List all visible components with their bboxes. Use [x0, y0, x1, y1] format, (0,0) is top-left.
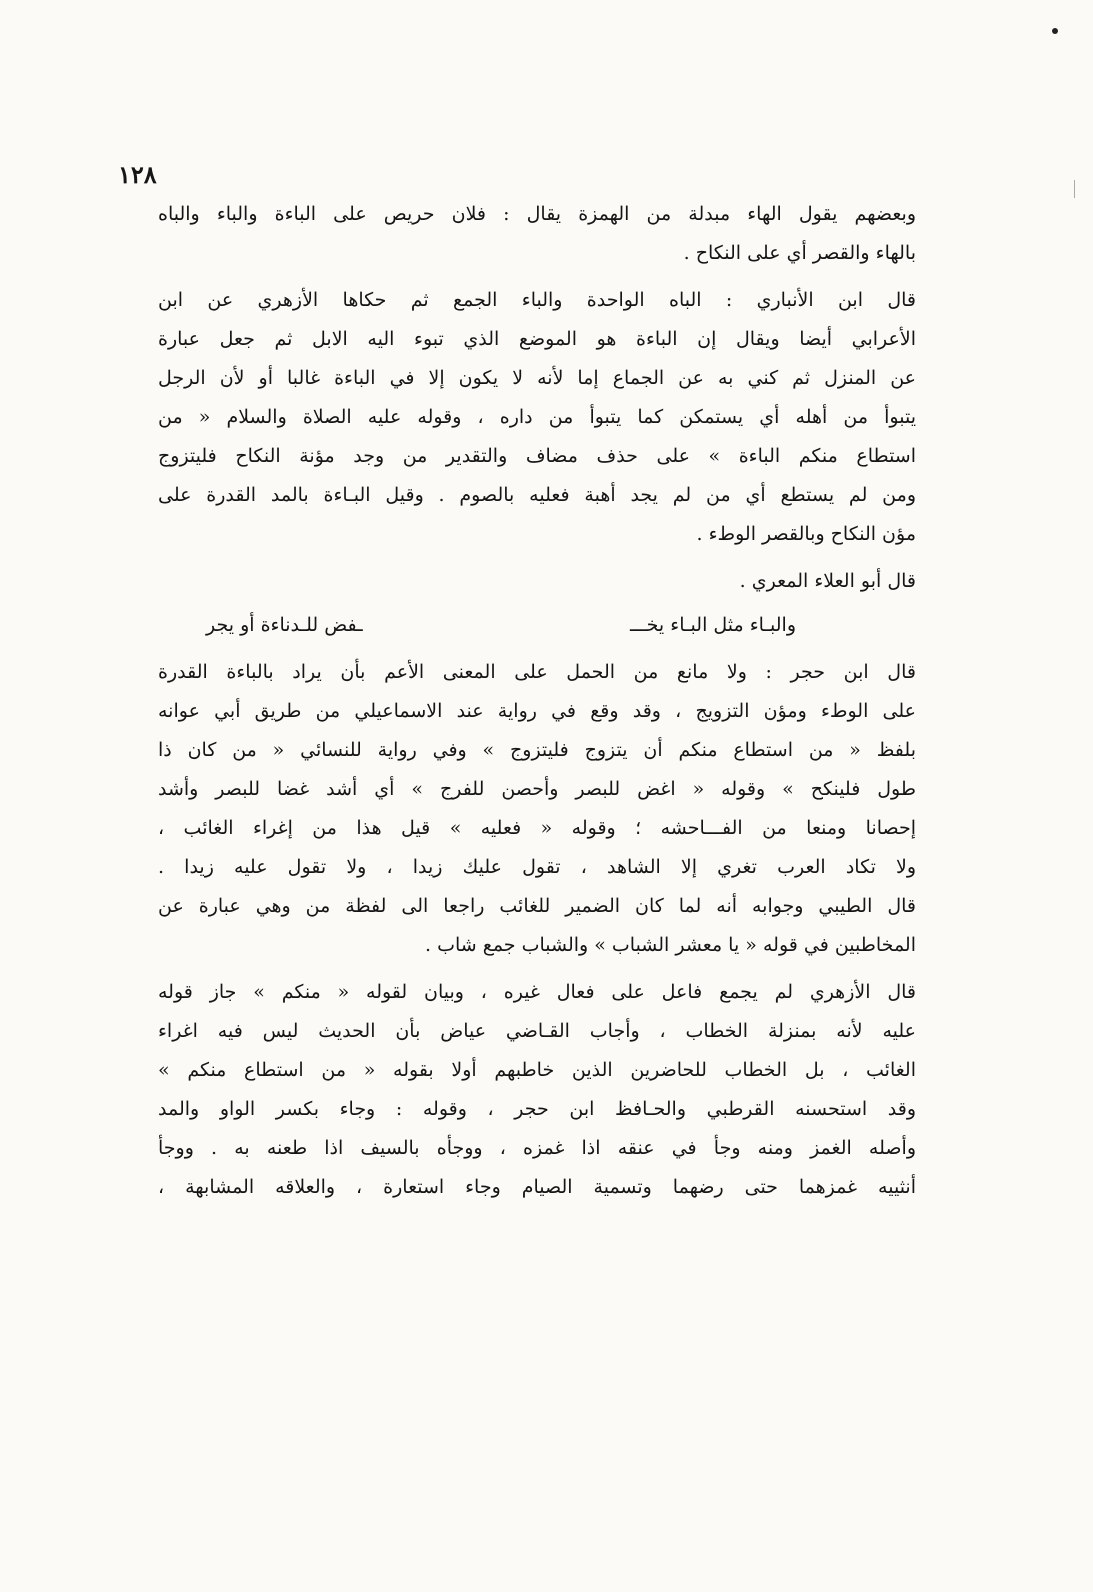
text-line: بالهاء والقصر أي على النكاح .	[683, 242, 916, 264]
text-line: طول فلينكح » وقوله « اغض للبصر وأحصن للفرج » أي أشد غضا للبصر وأشد	[158, 778, 916, 800]
text-line: استطاع منكم الباءة » على حذف مضاف والتقدير من وجد مؤنة النكاح فليتزوج	[158, 445, 916, 467]
text-line: الغائب ، بل الخطاب للحاضرين الذين خاطبهم أولا بقوله « من استطاع منكم »	[158, 1059, 916, 1081]
page-edge-mark	[1074, 180, 1075, 198]
text-line: ولا تكاد العرب تغري إلا الشاهد ، تقول عليك زيدا ، ولا تقول عليه زيدا .	[158, 856, 916, 878]
text-line: إحصانا ومنعا من الفـــاحشه ؛ وقوله « فعليه » قيل هذا من إغراء الغائب ،	[158, 817, 916, 839]
paragraph-3	[158, 562, 916, 601]
text-line: المخاطبين في قوله « يا معشر الشباب » والشباب جمع شاب .	[425, 934, 916, 956]
text-line: وبعضهم يقول الهاء مبدلة من الهمزة يقال : فلان حريص على الباءة والباء والباه	[158, 203, 916, 225]
text-line: قال ابن حجر : ولا مانع من الحمل على المعنى الأعم بأن يراد بالباءة القدرة	[158, 661, 916, 683]
text-line: عليه لأنه بمنزلة الخطاب ، وأجاب القـاضي عياض بأن الحديث ليس فيه اغراء	[158, 1020, 916, 1042]
text-line: قال ابن الأنباري : الباه الواحدة والباء الجمع ثم حكاها الأزهري عن ابن	[158, 289, 916, 311]
paragraph-1	[158, 195, 916, 273]
text-line: بلفظ « من استطاع منكم أن يتزوج فليتزوج » وفي رواية للنسائي « من كان ذا	[158, 739, 916, 761]
text-line: الأعرابي أيضا ويقال إن الباءة هو الموضع الذي تبوء اليه الابل ثم جعل عبارة	[158, 328, 916, 350]
verse-first-hemistich: والبـاء مثل البـاء يخـــ	[629, 614, 796, 636]
paragraph-4	[158, 653, 916, 965]
page-number: ١٢٨	[118, 160, 157, 189]
verse-second-hemistich: ـفض للـدناءة أو يجر	[206, 614, 363, 636]
text-line: يتبوأ من أهله أي يستمكن كما يتبوأ من داره ، وقوله عليه الصلاة والسلام « من	[158, 406, 916, 428]
text-line: مؤن النكاح وبالقصر الوطء .	[696, 523, 916, 545]
text-line: قال أبو العلاء المعري .	[739, 570, 916, 592]
text-line: قال الأزهري لم يجمع فاعل على فعال غيره ، وبيان لقوله « منكم » جاز قوله	[158, 981, 916, 1003]
text-line: قال الطيبي وجوابه أنه لما كان الضمير للغائب راجعا الى لفظة من وهي عبارة عن	[158, 895, 916, 917]
text-line: عن المنزل ثم كني به عن الجماع إما لأنه لا يكون إلا في الباءة غالبا أو لأن الرجل	[158, 367, 916, 389]
paragraph-2	[158, 281, 916, 554]
ink-speck	[1052, 28, 1058, 34]
text-line: أنثييه غمزهما حتى رضهما وتسمية الصيام وجاء استعارة ، والعلاقه المشابهة ،	[158, 1176, 916, 1198]
text-line: وأصله الغمز ومنه وجأ في عنقه اذا غمزه ، ووجأه بالسيف اذا طعنه به . ووجأ	[158, 1137, 916, 1159]
text-line: وقد استحسنه القرطبي والحـافظ ابن حجر ، وقوله : وجاء بكسر الواو والمد	[158, 1098, 916, 1120]
text-line: على الوطء ومؤن التزويج ، وقد وقع في رواية عند الاسماعيلي من طريق أبي عوانه	[158, 700, 916, 722]
paragraph-5	[158, 973, 916, 1207]
text-line: ومن لم يستطع أي من لم يجد أهبة فعليه بالصوم . وقيل البـاءة بالمد القدرة على	[158, 484, 916, 506]
poem-verse	[206, 605, 836, 645]
body-text	[158, 195, 916, 1207]
